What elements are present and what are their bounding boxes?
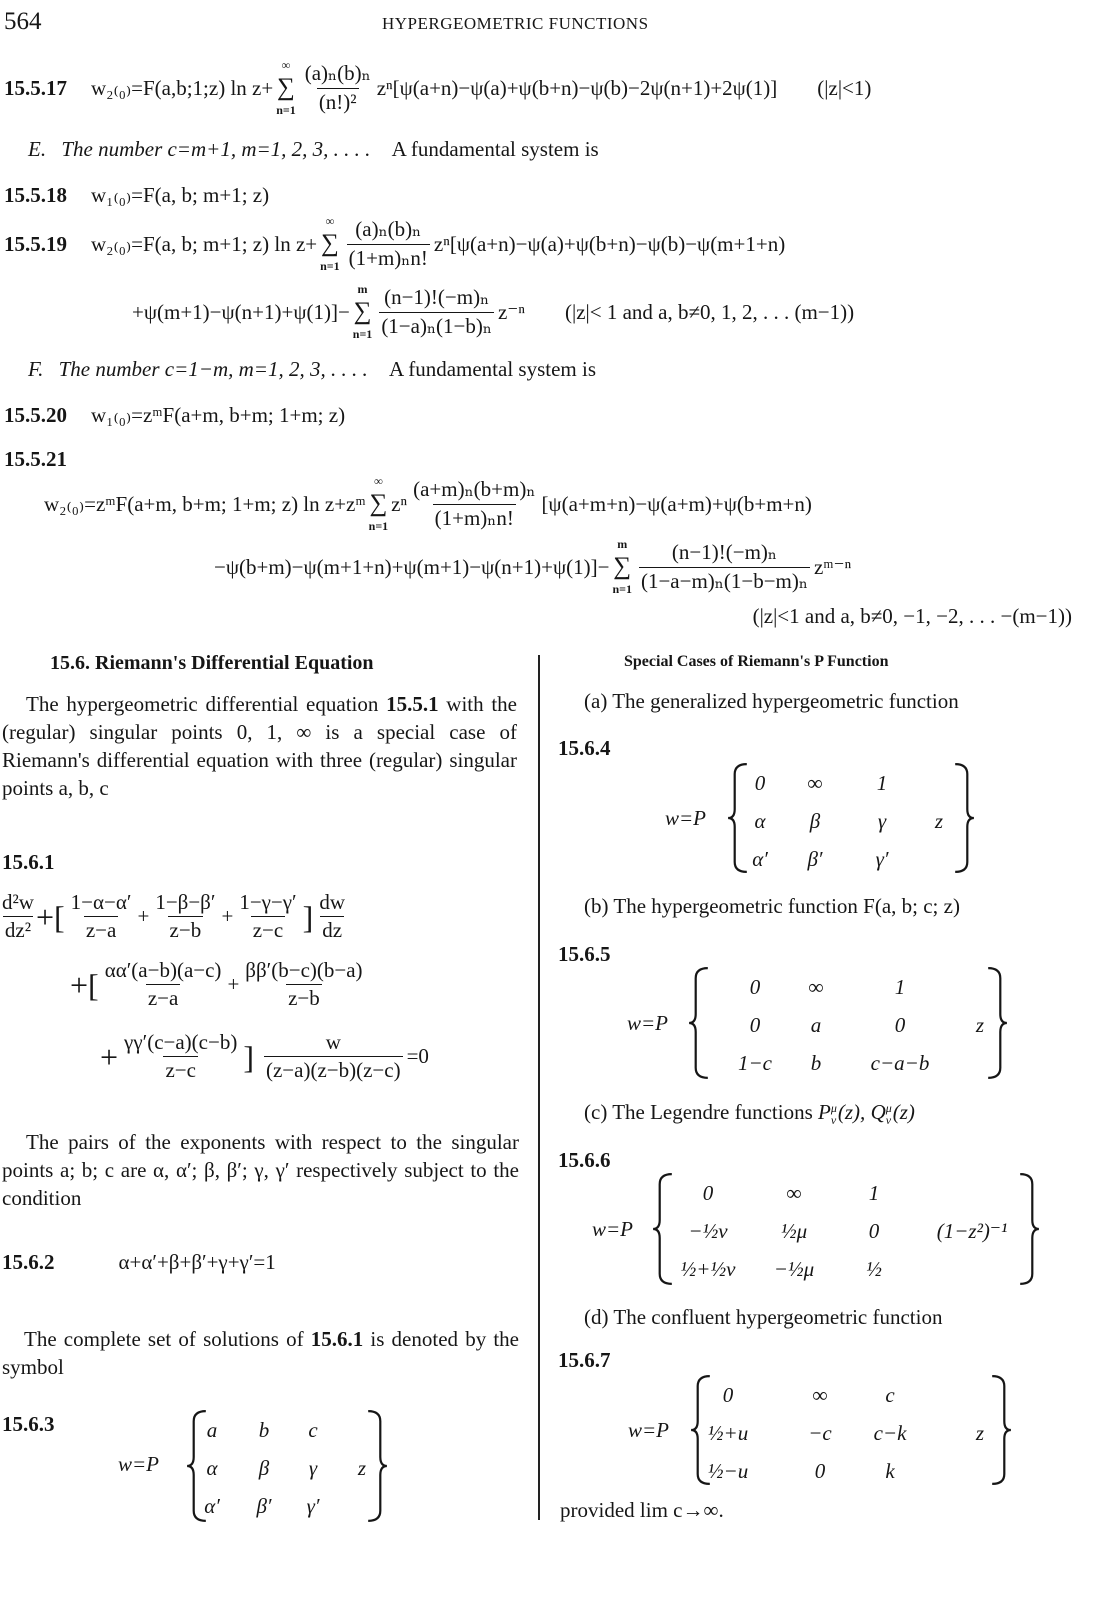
equation-lhs: w=P bbox=[592, 1217, 634, 1241]
argument: (z), bbox=[837, 1100, 871, 1124]
equation-line: +ψ(m+1)−ψ(n+1)+ψ(1)]− bbox=[132, 299, 350, 324]
indices bbox=[886, 1102, 892, 1126]
summation bbox=[353, 282, 373, 342]
numerator: (a)ₙ(b)ₙ bbox=[304, 61, 371, 86]
denominator: (1−a)ₙ(1−b)ₙ bbox=[381, 313, 492, 338]
equation-body: w₁₍₀₎=zᵐF(a+m, b+m; 1+m; z) bbox=[91, 403, 346, 427]
equation-label: 15.6.5 bbox=[558, 942, 611, 966]
equation-15-5-20 bbox=[4, 403, 345, 428]
equation-label: 15.6.2 bbox=[2, 1250, 55, 1274]
numerator: w bbox=[325, 1030, 341, 1054]
denominator: (1+m)ₙn! bbox=[348, 245, 428, 270]
superscript-mu: μ bbox=[885, 1101, 892, 1116]
left-brace-icon bbox=[688, 967, 710, 1079]
sum-sigma: ∑ bbox=[353, 298, 372, 325]
denominator: (1−a−m)ₙ(1−b−m)ₙ bbox=[640, 568, 808, 593]
equation-label: 15.5.20 bbox=[4, 403, 67, 427]
equation-condition: (|z|<1) bbox=[817, 75, 872, 100]
riemann-p-symbol-15-6-4 bbox=[727, 763, 975, 873]
denominator: dz² bbox=[4, 918, 32, 943]
equation-15-5-19-line2 bbox=[132, 282, 854, 342]
matrix-cell: ½μ bbox=[780, 1219, 808, 1243]
matrix-cell: γ bbox=[308, 1456, 318, 1480]
paragraph-exponents: The pairs of the exponents with respect to the singular points a; b; c are α, α′; β, β′; γ, γ′ respectively subject to the condition bbox=[2, 1130, 519, 1210]
matrix-cell: α bbox=[754, 809, 766, 833]
section-title: 15.6. Riemann's Differential Equation bbox=[50, 652, 374, 674]
equation-body: α+α′+β+β′+γ+γ′=1 bbox=[118, 1250, 276, 1274]
case-c bbox=[584, 1100, 915, 1126]
plus: + bbox=[221, 904, 234, 929]
matrix-cell: β′ bbox=[256, 1494, 272, 1518]
left-brace-icon bbox=[727, 763, 749, 873]
indices bbox=[831, 1102, 837, 1126]
riemann-p-symbol-15-6-3 bbox=[186, 1410, 388, 1522]
equation-rest: z⁻ⁿ bbox=[497, 299, 525, 324]
matrix-cell: k bbox=[885, 1459, 895, 1483]
denominator: z−a bbox=[85, 918, 117, 943]
numerator: (n−1)!(−m)ₙ bbox=[384, 285, 490, 310]
matrix-cell: 0 bbox=[749, 975, 761, 999]
equation-15-6-1-line2 bbox=[70, 958, 369, 1011]
matrix-cell: ½ bbox=[866, 1257, 882, 1281]
equation-rest: zᵐ⁻ⁿ bbox=[813, 554, 852, 579]
numerator: d²w bbox=[2, 890, 34, 914]
riemann-p-symbol-15-6-5 bbox=[688, 967, 1008, 1079]
case-text: The confluent hypergeometric function bbox=[613, 1305, 943, 1329]
numerator: 1−γ−γ′ bbox=[239, 890, 297, 914]
subscript-nu: ν bbox=[830, 1113, 837, 1128]
fraction bbox=[264, 1030, 403, 1083]
right-brace-icon bbox=[366, 1410, 388, 1522]
matrix-cell: 1 bbox=[894, 975, 906, 999]
sum-sigma: ∑ bbox=[369, 490, 388, 517]
matrix-cell: ∞ bbox=[812, 1383, 828, 1407]
right-brace-icon bbox=[990, 1375, 1012, 1485]
case-tag: (c) bbox=[584, 1100, 608, 1124]
equation-15-5-17 bbox=[4, 58, 871, 118]
equation-15-5-19 bbox=[4, 214, 785, 274]
equation-label: 15.5.18 bbox=[4, 183, 67, 207]
equation-reference[interactable]: 15.6.1 bbox=[310, 1327, 364, 1351]
plus: + bbox=[100, 1038, 119, 1075]
paragraph-intro bbox=[2, 690, 517, 802]
matrix-cell: (1−z²)⁻¹ bbox=[936, 1219, 1008, 1243]
matrix-cell: β bbox=[809, 809, 821, 833]
bracket-open: +[ bbox=[70, 966, 99, 1003]
matrix-cell: γ bbox=[877, 809, 887, 833]
matrix-cell: 1 bbox=[868, 1181, 880, 1205]
matrix-cell: 1−c bbox=[738, 1051, 772, 1075]
numerator: (a)ₙ(b)ₙ bbox=[355, 217, 422, 242]
riemann-p-symbol-15-6-7 bbox=[690, 1375, 1012, 1485]
case-a bbox=[584, 689, 959, 714]
matrix-cell: 0 bbox=[868, 1219, 880, 1243]
case-tag: (d) bbox=[584, 1305, 609, 1329]
running-title: HYPERGEOMETRIC FUNCTIONS bbox=[382, 14, 649, 33]
matrix-cell: α bbox=[206, 1456, 218, 1480]
riemann-p-symbol-15-6-6 bbox=[652, 1173, 1040, 1285]
matrix-cell: z bbox=[975, 1013, 985, 1037]
text: The complete set of solutions of bbox=[24, 1327, 311, 1351]
numerator: 1−α−α′ bbox=[70, 890, 132, 914]
fraction bbox=[379, 285, 494, 338]
text: The hypergeometric differential equation bbox=[26, 692, 387, 716]
right-brace-icon bbox=[953, 763, 975, 873]
sum-upper: m bbox=[617, 537, 628, 551]
matrix-cell: ∞ bbox=[808, 975, 824, 999]
denominator: z−a bbox=[147, 986, 179, 1011]
equation-lhs: w₂₍₀₎=F(a, b; m+1; z) ln z+ bbox=[91, 231, 318, 256]
denominator: (1+m)ₙn! bbox=[434, 505, 514, 530]
fraction bbox=[317, 890, 347, 943]
plus: + bbox=[137, 904, 150, 929]
case-text: The generalized hypergeometric function bbox=[612, 689, 959, 713]
denominator: z−b bbox=[169, 918, 202, 943]
summation bbox=[320, 214, 340, 274]
fraction bbox=[347, 217, 430, 270]
equation-line: −ψ(b+m)−ψ(m+1+n)+ψ(m+1)−ψ(n+1)+ψ(1)]− bbox=[214, 554, 610, 579]
case-italic: The number c=1−m, m=1, 2, 3, . . . . bbox=[58, 357, 368, 381]
matrix-cell: ½−u bbox=[707, 1459, 749, 1483]
bracket-open: +[ bbox=[35, 898, 65, 935]
matrix-cell: a bbox=[206, 1418, 218, 1442]
right-brace-icon bbox=[986, 967, 1008, 1079]
equation-condition: (|z|<1 and a, b≠0, −1, −2, . . . −(m−1)) bbox=[752, 604, 1072, 628]
equation-label: 15.5.17 bbox=[4, 75, 67, 100]
equation-15-6-1-line1 bbox=[0, 890, 351, 943]
equation-lhs: w=P bbox=[665, 806, 707, 830]
subheading: Special Cases of Riemann's P Function bbox=[624, 653, 889, 670]
equation-rest: zⁿ[ψ(a+n)−ψ(a)+ψ(b+n)−ψ(b)−ψ(m+1+n) bbox=[433, 231, 786, 256]
summation bbox=[369, 474, 389, 534]
matrix-cell: γ′ bbox=[306, 1494, 320, 1518]
sum-upper: ∞ bbox=[374, 474, 383, 488]
bracket-close: ] bbox=[302, 898, 314, 935]
fraction bbox=[122, 1030, 239, 1083]
denominator: (z−a)(z−b)(z−c) bbox=[265, 1058, 401, 1083]
case-text: The Legendre functions bbox=[612, 1100, 819, 1124]
text: with the (regular) singular points 0, 1, ∞ is a special case of Riemann's differential equation with three (regular) singular points a, b, c bbox=[2, 692, 517, 800]
footer-note: provided lim c→∞. bbox=[560, 1498, 724, 1522]
matrix-cell: 0 bbox=[894, 1013, 906, 1037]
matrix-cell: b bbox=[258, 1418, 270, 1442]
equation-lhs: w=P bbox=[628, 1418, 670, 1442]
matrix-cell: 1 bbox=[876, 771, 888, 795]
equation-rest: zⁿ[ψ(a+n)−ψ(a)+ψ(b+n)−ψ(b)−2ψ(n+1)+2ψ(1)] bbox=[376, 75, 778, 100]
equation-label-15-5-21: 15.5.21 bbox=[4, 447, 67, 471]
matrix-cell: c−k bbox=[873, 1421, 907, 1445]
matrix-cell: a bbox=[810, 1013, 822, 1037]
matrix-cell: ∞ bbox=[786, 1181, 802, 1205]
sum-lower: n=1 bbox=[352, 327, 373, 341]
sum-lower: n=1 bbox=[276, 103, 296, 117]
equation-lhs: w₂₍₀₎=zᵐF(a+m, b+m; 1+m; z) ln z+zᵐ bbox=[44, 491, 366, 516]
case-b bbox=[584, 894, 960, 919]
equation-lhs: w₂₍₀₎=F(a,b;1;z) ln z+ bbox=[91, 75, 274, 100]
numerator: γγ′(c−a)(c−b) bbox=[124, 1030, 238, 1054]
fraction bbox=[0, 890, 36, 943]
superscript-mu: μ bbox=[830, 1101, 837, 1116]
equation-label: 15.6.1 bbox=[2, 850, 55, 874]
sum-upper: ∞ bbox=[325, 214, 335, 228]
sum-sigma: ∑ bbox=[320, 230, 339, 257]
legendre-p: P bbox=[818, 1100, 831, 1124]
equation-15-6-2 bbox=[2, 1250, 276, 1275]
matrix-cell: α′ bbox=[752, 847, 768, 871]
equation-rest: [ψ(a+m+n)−ψ(a+m)+ψ(b+m+n) bbox=[541, 491, 812, 516]
case-tag: (b) bbox=[584, 894, 609, 918]
matrix-cell: γ′ bbox=[875, 847, 889, 871]
fraction bbox=[153, 890, 217, 943]
matrix-cell: β′ bbox=[807, 847, 823, 871]
equation-label: 15.6.3 bbox=[2, 1412, 55, 1436]
case-d bbox=[584, 1305, 942, 1330]
equation-reference[interactable]: 15.5.1 bbox=[386, 692, 439, 716]
case-text: The hypergeometric function F(a, b; c; z) bbox=[613, 894, 960, 918]
matrix-cell: 0 bbox=[749, 1013, 761, 1037]
case-letter: F. bbox=[28, 357, 44, 381]
equation-label: 15.5.19 bbox=[4, 231, 67, 256]
subscript-nu: ν bbox=[885, 1113, 892, 1128]
summation bbox=[612, 537, 632, 597]
paragraph-solutions bbox=[2, 1325, 519, 1381]
matrix-cell: z bbox=[975, 1421, 985, 1445]
sum-sigma: ∑ bbox=[277, 74, 295, 101]
matrix-cell: −c bbox=[808, 1421, 832, 1445]
matrix-cell: 0 bbox=[702, 1181, 714, 1205]
bracket-close: ] bbox=[243, 1038, 254, 1075]
equation-lhs: w=P bbox=[118, 1452, 160, 1476]
text: is denoted by the symbol bbox=[2, 1327, 520, 1379]
case-italic: The number c=m+1, m=1, 2, 3, . . . . bbox=[61, 137, 371, 161]
sum-upper: m bbox=[357, 282, 368, 296]
matrix-cell: z bbox=[357, 1456, 367, 1480]
equation-15-6-1-line3 bbox=[100, 1030, 429, 1083]
matrix-cell: 0 bbox=[722, 1383, 734, 1407]
denominator: z−b bbox=[288, 986, 320, 1011]
fraction bbox=[639, 540, 810, 593]
matrix-cell: ½+½ν bbox=[680, 1257, 736, 1281]
sum-sigma: ∑ bbox=[613, 553, 632, 580]
sum-lower: n=1 bbox=[368, 519, 389, 533]
numerator: 1−β−β′ bbox=[155, 890, 216, 914]
denominator: z−c bbox=[165, 1058, 196, 1083]
equation-15-5-21 bbox=[44, 474, 812, 534]
matrix-cell: c bbox=[308, 1418, 318, 1442]
fraction bbox=[411, 477, 537, 530]
matrix-cell: −½ν bbox=[688, 1219, 728, 1243]
equation-15-5-21-line2 bbox=[214, 537, 851, 597]
matrix-cell: β bbox=[258, 1456, 270, 1480]
fraction bbox=[243, 958, 364, 1011]
argument: (z) bbox=[892, 1100, 915, 1124]
equals-zero: =0 bbox=[406, 1044, 429, 1069]
right-brace-icon bbox=[1018, 1173, 1040, 1285]
case-tag: (a) bbox=[584, 689, 608, 713]
matrix-cell: −½μ bbox=[773, 1257, 815, 1281]
equation-label: 15.6.7 bbox=[558, 1348, 611, 1372]
fraction bbox=[103, 958, 224, 1011]
fraction bbox=[237, 890, 298, 943]
case-letter: E. bbox=[28, 137, 47, 161]
page-number: 564 bbox=[4, 8, 42, 35]
case-e bbox=[28, 137, 599, 162]
numerator: (n−1)!(−m)ₙ bbox=[671, 540, 777, 565]
equation-lhs: w=P bbox=[627, 1011, 669, 1035]
case-f bbox=[28, 357, 596, 382]
numerator: dw bbox=[319, 890, 345, 914]
denominator: z−c bbox=[252, 918, 284, 943]
numerator: αα′(a−b)(a−c) bbox=[104, 958, 222, 982]
matrix-cell: 0 bbox=[754, 771, 766, 795]
matrix-cell: α′ bbox=[204, 1494, 220, 1518]
numerator: ββ′(b−c)(b−a) bbox=[245, 958, 363, 982]
fraction bbox=[69, 890, 134, 943]
matrix-cell: 0 bbox=[814, 1459, 826, 1483]
matrix-cell: z bbox=[934, 809, 944, 833]
equation-15-5-18 bbox=[4, 183, 269, 208]
equation-body: w₁₍₀₎=F(a, b; m+1; z) bbox=[91, 183, 270, 207]
sum-upper: ∞ bbox=[281, 58, 291, 72]
equation-condition: (|z|< 1 and a, b≠0, 1, 2, . . . (m−1)) bbox=[565, 299, 855, 324]
equation-label: 15.6.4 bbox=[558, 736, 611, 760]
plus: + bbox=[227, 972, 240, 997]
equation-mid: zⁿ bbox=[391, 491, 408, 516]
matrix-cell: c−a−b bbox=[870, 1051, 930, 1075]
column-divider bbox=[538, 655, 540, 1520]
numerator: (a+m)ₙ(b+m)ₙ bbox=[413, 477, 536, 502]
fraction bbox=[303, 61, 373, 114]
legendre-q: Q bbox=[870, 1100, 886, 1124]
matrix-cell: ∞ bbox=[807, 771, 823, 795]
matrix-cell: ½+u bbox=[707, 1421, 749, 1445]
case-text: A fundamental system is bbox=[388, 357, 597, 381]
sum-lower: n=1 bbox=[320, 259, 340, 273]
denominator: (n!)² bbox=[318, 89, 357, 114]
summation bbox=[276, 58, 296, 118]
case-text: A fundamental system is bbox=[391, 137, 599, 161]
left-brace-icon bbox=[652, 1173, 674, 1285]
matrix-cell: b bbox=[810, 1051, 822, 1075]
matrix-cell: c bbox=[885, 1383, 895, 1407]
denominator: dz bbox=[322, 918, 343, 943]
sum-lower: n=1 bbox=[612, 582, 632, 596]
equation-label: 15.6.6 bbox=[558, 1148, 611, 1172]
